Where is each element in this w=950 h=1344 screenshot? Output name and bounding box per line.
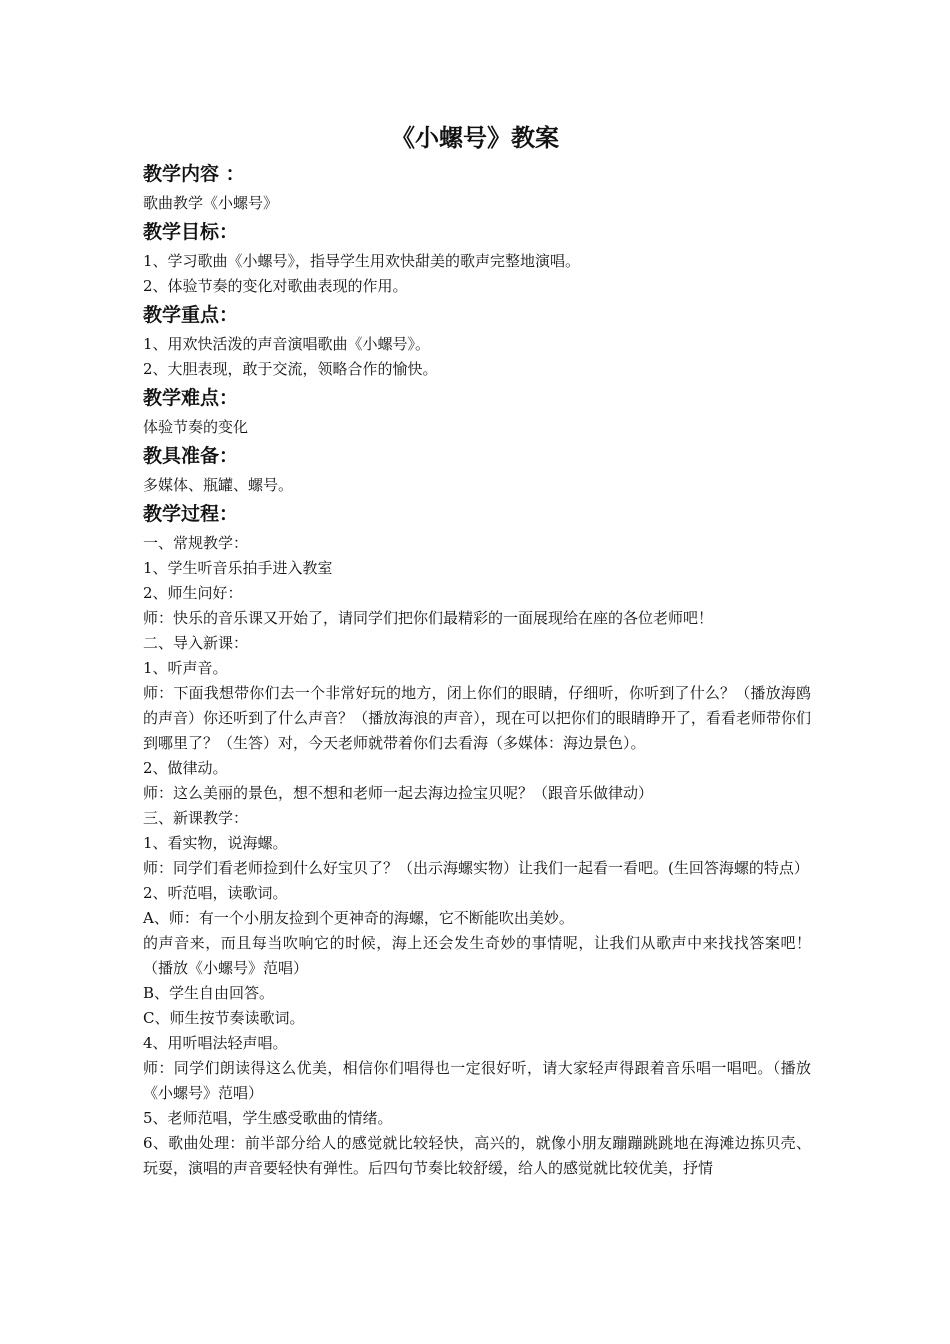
section-heading-goals: 教学目标： bbox=[143, 221, 239, 243]
paragraph: 多媒体、瓶罐、螺号。 bbox=[143, 476, 294, 494]
paragraph: 1、看实物，说海螺。 bbox=[143, 834, 288, 852]
section-heading-materials: 教具准备： bbox=[143, 445, 239, 467]
paragraph: B、学生自由回答。 bbox=[143, 984, 275, 1002]
paragraph: 2、大胆表现，敢于交流，领略合作的愉快。 bbox=[143, 360, 438, 378]
paragraph: 6、歌曲处理：前半部分给人的感觉就比较轻快，高兴的，就像小朋友蹦蹦跳跳地在海滩边拣贝壳、玩耍，演唱的声音要轻快有弹性。后四句节奏比较舒缓，给人的感觉就比较优美，抒情 bbox=[143, 1134, 811, 1177]
section-heading-content: 教学内容 ： bbox=[143, 163, 245, 185]
paragraph: 师：快乐的音乐课又开始了，请同学们把你们最精彩的一面展现给在座的各位老师吧！ bbox=[143, 609, 714, 627]
section-heading-key-points: 教学重点： bbox=[143, 304, 239, 326]
paragraph: 2、听范唱，读歌词。 bbox=[143, 884, 288, 902]
paragraph: 2、师生问好： bbox=[143, 584, 243, 602]
paragraph: 三、新课教学： bbox=[143, 809, 249, 827]
paragraph: 体验节奏的变化 bbox=[143, 418, 249, 436]
section-heading-difficulties: 教学难点： bbox=[143, 387, 239, 409]
paragraph: 1、学习歌曲《小螺号》，指导学生用欢快甜美的歌声完整地演唱。 bbox=[143, 252, 581, 270]
document-body bbox=[143, 158, 811, 1181]
paragraph: 的声音来，而且每当吹响它的时候，海上还会发生奇妙的事情呢，让我们从歌声中来找找答案吧！（播放《小螺号》范唱） bbox=[143, 934, 811, 977]
paragraph: C、师生按节奏读歌词。 bbox=[143, 1009, 305, 1027]
paragraph: 1、用欢快活泼的声音演唱歌曲《小螺号》。 bbox=[143, 335, 431, 353]
paragraph: 1、学生听音乐拍手进入教室 bbox=[143, 559, 333, 577]
document-title: 《小螺号》教案 bbox=[391, 124, 559, 152]
paragraph: A、师：有一个小朋友捡到个更神奇的海螺，它不断能吹出美妙。 bbox=[143, 909, 574, 927]
paragraph: 师：同学们看老师捡到什么好宝贝了？（出示海螺实物）让我们一起看一看吧。(生回答海螺的特点） bbox=[143, 859, 809, 877]
section-heading-process: 教学过程： bbox=[143, 503, 239, 525]
paragraph: 歌曲教学《小螺号》 bbox=[143, 194, 279, 212]
paragraph: 2、做律动。 bbox=[143, 759, 228, 777]
paragraph: 师：这么美丽的景色，想不想和老师一起去海边捡宝贝呢？（跟音乐做律动） bbox=[143, 784, 654, 802]
paragraph: 5、老师范唱，学生感受歌曲的情绪。 bbox=[143, 1109, 393, 1127]
paragraph: 二、导入新课： bbox=[143, 634, 249, 652]
paragraph: 1、听声音。 bbox=[143, 659, 228, 677]
paragraph: 一、常规教学： bbox=[143, 534, 249, 552]
paragraph: 4、用听唱法轻声唱。 bbox=[143, 1034, 288, 1052]
paragraph: 师：下面我想带你们去一个非常好玩的地方，闭上你们的眼睛，仔细听，你听到了什么？（播放海鸥的声音）你还听到了什么声音？（播放海浪的声音），现在可以把你们的眼睛睁开了，看看老师带你们到哪里了？（生答）对，今天老师就带着你们去看海（多媒体：海边景色）。 bbox=[143, 684, 811, 752]
paragraph: 师：同学们朗读得这么优美，相信你们唱得也一定很好听，请大家轻声得跟着音乐唱一唱吧。（播放《小螺号》范唱） bbox=[143, 1059, 811, 1102]
paragraph: 2、体验节奏的变化对歌曲表现的作用。 bbox=[143, 277, 408, 295]
